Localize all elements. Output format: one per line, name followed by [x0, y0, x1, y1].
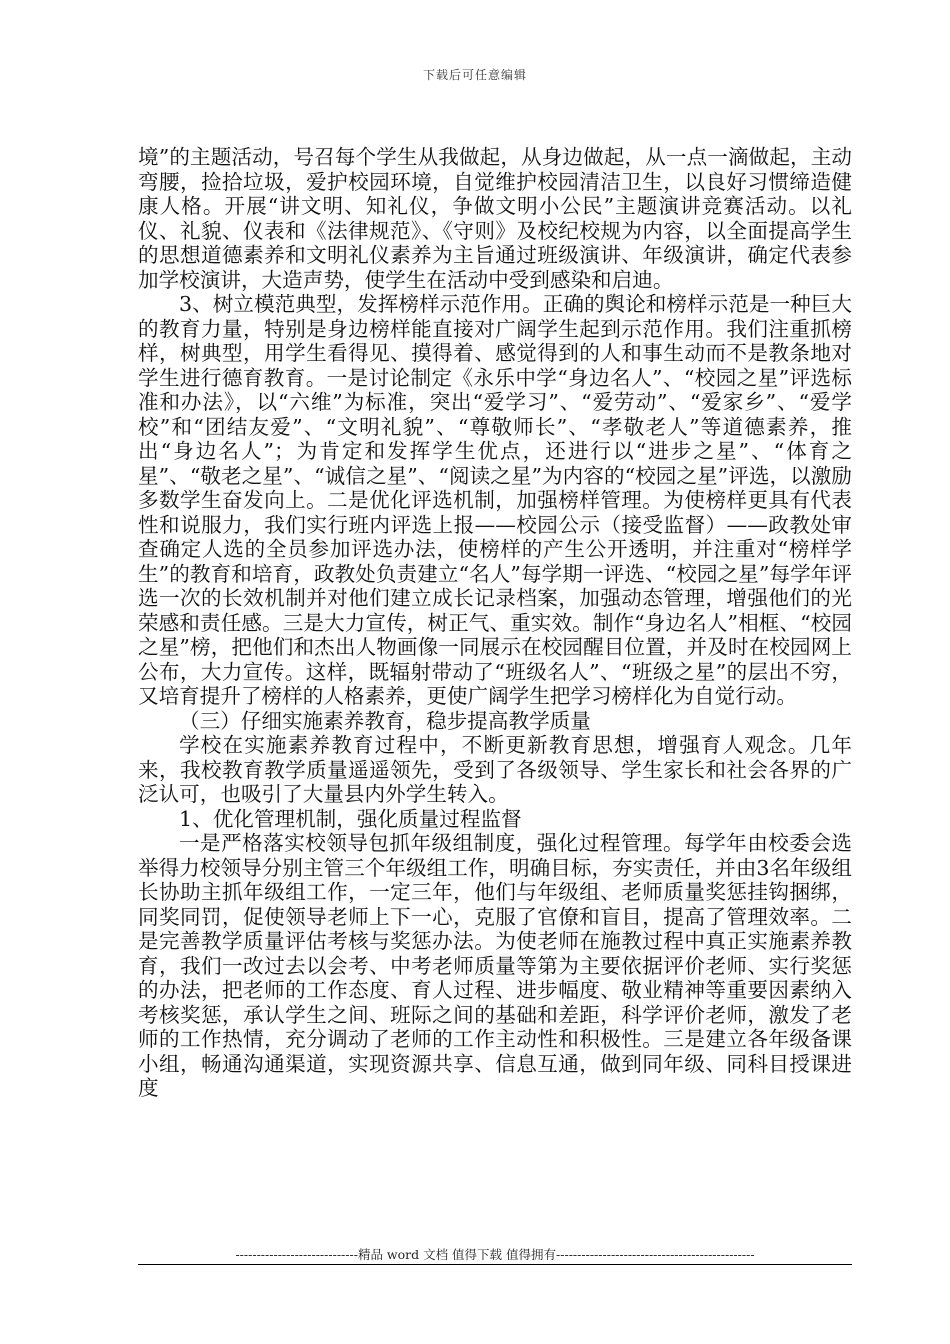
- page-header-note: 下载后可任意编辑: [422, 68, 527, 82]
- section-heading: （三）仔细实施素养教育，稳步提高教学质量: [179, 708, 591, 733]
- document-body: [138, 145, 852, 1101]
- footer-divider: [138, 1264, 852, 1265]
- paragraph: 学校在实施素养教育过程中，不断更新教育思想，增强育人观念。几年来，我校教育教学质量遥遥领先，受到了各级领导、学生家长和社会各界的广泛认可，也吸引了大量县内外学生转入。: [138, 733, 852, 806]
- page-footer-note: -----------------------------精品 word 文档 值得下载 值得拥有-----------------------------------------------: [235, 1247, 755, 1262]
- paragraph: 3、树立模范典型，发挥榜样示范作用。正确的舆论和榜样示范是一种巨大的教育力量，特别是身边榜样能直接对广阔学生起到示范作用。我们注重抓榜样，树典型，用学生看得见、摸得着、感觉得到的人和事生动而不是教条地对学生进行德育教育。一是讨论制定《永乐中学“身边名人”、“校园之星”评选标准和办法》，以“六维”为标准，突出“爱学习”、“爱劳动”、“爱家乡”、“爱学校”和“团结友爱”、“文明礼貌”、“尊敬师长”、“孝敬老人”等道德素养，推出“身边名人”；为肯定和发挥学生优点，还进行以“进步之星”、“体育之星”、“敬老之星”、“诚信之星”、“阅读之星”为内容的“校园之星”评选，以激励多数学生奋发向上。二是优化评选机制，加强榜样管理。为使榜样更具有代表性和说服力，我们实行班内评选上报——校园公示（接受监督）——政教处审查确定人选的全员参加评选办法，使榜样的产生公开透明，并注重对“榜样学生”的教育和培育，政教处负责建立“名人”每学期一评选、“校园之星”每学年评选一次的长效机制并对他们建立成长记录档案，加强动态管理，增强他们的光荣感和责任感。三是大力宣传，树正气、重实效。制作“身边名人”相框、“校园之星”榜，把他们和杰出人物画像一同展示在校园醒目位置，并及时在校园网上公布，大力宣传。这样，既辐射带动了“班级名人”、“班级之星”的层出不穷，又培育提升了榜样的人格素养，更使广阔学生把学习榜样化为自觉行动。: [138, 292, 852, 708]
- paragraph: 一是严格落实校领导包抓年级组制度，强化过程管理。每学年由校委会选举得力校领导分别主管三个年级组工作，明确目标，夯实责任，并由3名年级组长协助主抓年级组工作，一定三年，他们与年级组、老师质量奖惩挂钩捆绑，同奖同罚，促使领导老师上下一心，克服了官僚和盲目，提高了管理效率。二是完善教学质量评估考核与奖惩办法。为使老师在施教过程中真正实施素养教育，我们一改过去以会考、中考老师质量等第为主要依据评价老师、实行奖惩的办法，把老师的工作态度、育人过程、进步幅度、敬业精神等重要因素纳入考核奖惩，承认学生之间、班际之间的基础和差距，科学评价老师，激发了老师的工作热情，充分调动了老师的工作主动性和积极性。三是建立各年级备课小组，畅通沟通渠道，实现资源共享、信息互通，做到同年级、同科目授课进度: [138, 831, 852, 1100]
- subsection-heading: 1、优化管理机制，强化质量过程监督: [179, 806, 522, 831]
- paragraph: 境”的主题活动，号召每个学生从我做起，从身边做起，从一点一滴做起，主动弯腰，捡拾垃圾，爱护校园环境，自觉维护校园清洁卫生，以良好习惯缔造健康人格。开展“讲文明、知礼仪，争做文明小公民”主题演讲竞赛活动。以礼仪、礼貌、仪表和《法律规范》、《守则》及校纪校规为内容，以全面提高学生的思想道德素养和文明礼仪素养为主旨通过班级演讲、年级演讲，确定代表参加学校演讲，大造声势，使学生在活动中受到感染和启迪。: [138, 145, 852, 292]
